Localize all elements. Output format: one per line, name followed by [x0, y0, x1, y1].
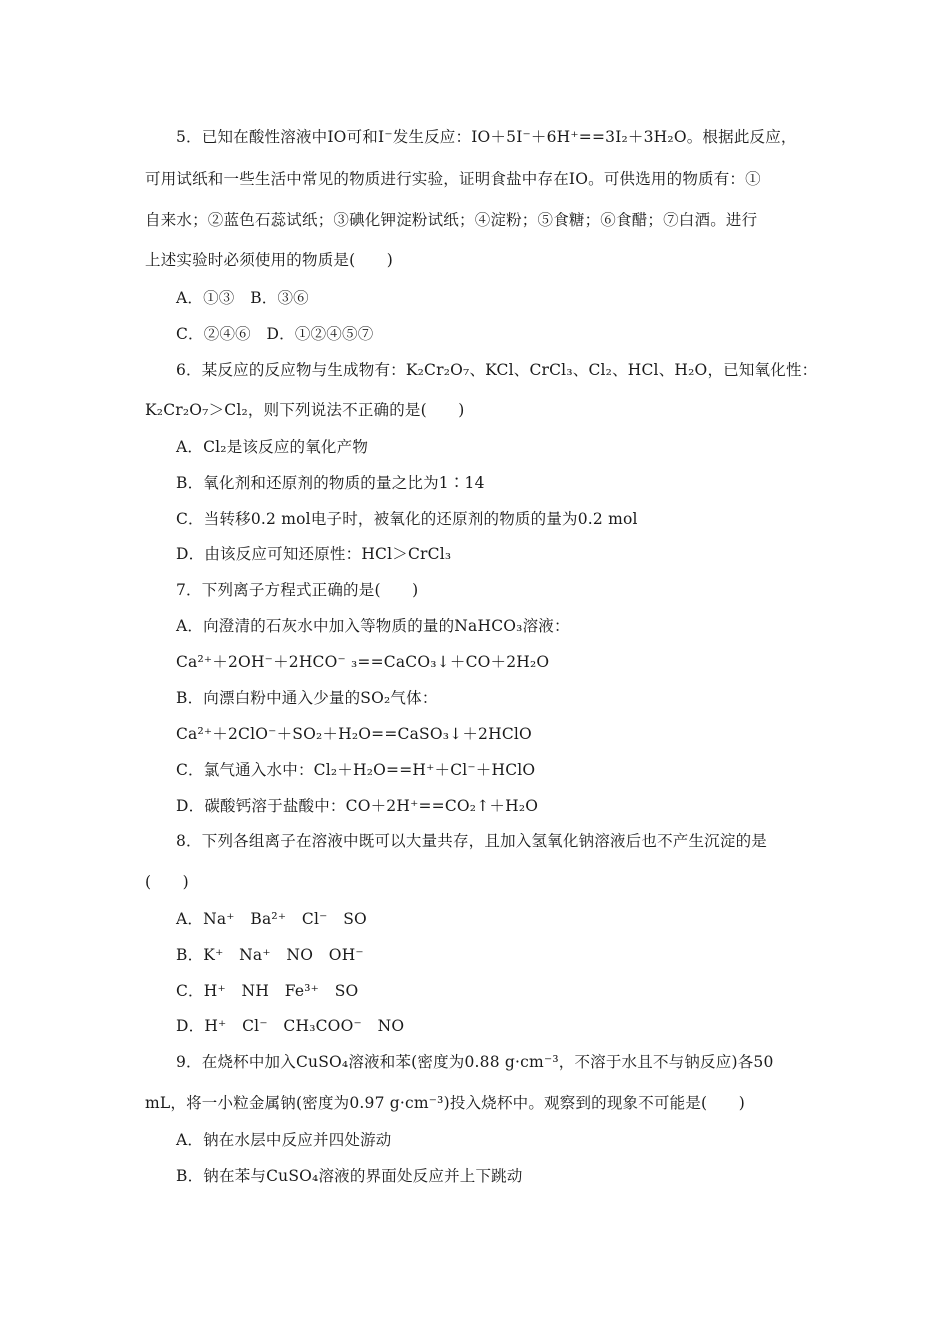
question-7-option-b: B．向漂白粉中通入少量的SO₂气体：	[176, 689, 438, 707]
question-9-option-b: B．钠在苯与CuSO₄溶液的界面处反应并上下跳动	[176, 1167, 523, 1185]
question-7-option-b-equation: Ca²⁺＋2ClO⁻＋SO₂＋H₂O==CaSO₃↓＋2HClO	[176, 725, 532, 743]
question-8-option-d: D．H⁺ Cl⁻ CH₃COO⁻ NO	[176, 1017, 405, 1035]
question-7-option-d: D．碳酸钙溶于盐酸中：CO＋2H⁺==CO₂↑＋H₂O	[176, 797, 539, 815]
question-5-line-3: 自来水；②蓝色石蕊试纸；③碘化钾淀粉试纸；④淀粉；⑤食糖；⑥食醋；⑦白酒。进行	[145, 211, 758, 229]
question-5-options-ab: A．①③ B．③⑥	[176, 289, 309, 307]
question-5-line-4: 上述实验时必须使用的物质是( )	[145, 251, 393, 269]
question-6-option-c: C．当转移0.2 mol电子时，被氧化的还原剂的物质的量为0.2 mol	[176, 510, 638, 528]
question-6-option-a: A．Cl₂是该反应的氧化产物	[176, 438, 369, 456]
question-7-option-a-equation: Ca²⁺＋2OH⁻＋2HCO⁻ ₃==CaCO₃↓＋CO＋2H₂O	[176, 653, 550, 671]
question-9-line-1: 9．在烧杯中加入CuSO₄溶液和苯(密度为0.88 g·cm⁻³，不溶于水且不与钠反应)各50	[176, 1053, 774, 1071]
question-5-options-cd: C．②④⑥ D．①②④⑤⑦	[176, 325, 374, 343]
question-8-option-b: B．K⁺ Na⁺ NO OH⁻	[176, 946, 364, 964]
question-7-option-a: A．向澄清的石灰水中加入等物质的量的NaHCO₃溶液：	[176, 617, 570, 635]
question-6-line-2: K₂Cr₂O₇＞Cl₂，则下列说法不正确的是( )	[145, 401, 465, 419]
question-6-line-1: 6．某反应的反应物与生成物有：K₂Cr₂O₇、KCl、CrCl₃、Cl₂、HCl、H₂O，已知氧化性：	[176, 361, 818, 379]
question-9-line-2: mL，将一小粒金属钠(密度为0.97 g·cm⁻³)投入烧杯中。观察到的现象不可能是( )	[145, 1094, 745, 1112]
question-8-option-c: C．H⁺ NH Fe³⁺ SO	[176, 982, 359, 1000]
question-7-stem: 7．下列离子方程式正确的是( )	[176, 581, 419, 599]
question-7-option-c: C．氯气通入水中：Cl₂＋H₂O==H⁺＋Cl⁻＋HClO	[176, 761, 536, 779]
question-8-option-a: A．Na⁺ Ba²⁺ Cl⁻ SO	[176, 910, 367, 928]
question-6-option-b: B．氧化剂和还原剂的物质的量之比为1∶14	[176, 474, 485, 492]
question-8-line-2: ( )	[145, 873, 189, 891]
question-9-option-a: A．钠在水层中反应并四处游动	[176, 1131, 392, 1149]
question-5-line-1: 5．已知在酸性溶液中IO可和I⁻发生反应：IO＋5I⁻＋6H⁺==3I₂＋3H₂O。根据此反应，	[176, 128, 797, 146]
question-5-line-2: 可用试纸和一些生活中常见的物质进行实验，证明食盐中存在IO。可供选用的物质有：①	[145, 170, 761, 188]
question-6-option-d: D．由该反应可知还原性：HCl＞CrCl₃	[176, 545, 452, 563]
question-8-line-1: 8．下列各组离子在溶液中既可以大量共存，且加入氢氧化钠溶液后也不产生沉淀的是	[176, 832, 767, 850]
